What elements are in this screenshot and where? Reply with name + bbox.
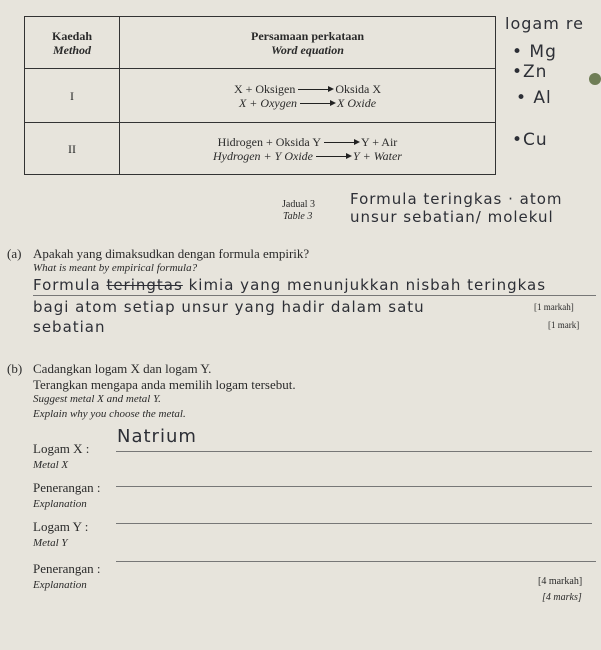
penerangan-label-2: Penerangan : [33,561,101,576]
side-note-title: logam re [505,14,584,33]
equation-table [24,16,496,175]
metal-x-label: Metal X [33,459,69,471]
row-equation-1: X + Oksigen Oksida X X + Oxygen X Oxide [120,69,496,123]
arrow-icon [316,156,350,157]
question-a-text-ms: Apakah yang dimaksudkan dengan formula empirik? [33,246,310,261]
side-note-item: •Zn [512,62,548,82]
question-b-text-ms-1: Cadangkan logam X dan logam Y. [33,361,212,376]
question-b-number: (b) [7,361,23,376]
table-caption-ms: Jadual 3 [282,199,316,210]
penerangan-label-1: Penerangan : [33,480,101,495]
caption-note-1: Formula teringkas · atom [350,190,563,208]
explanation-label-2: Explanation [33,579,87,591]
marks-a-ms: [1 markah] [534,302,574,312]
question-b-text-ms-2: Terangkan mengapa anda memilih logam tersebut. [33,377,296,392]
logam-y-label: Logam Y : [33,519,89,534]
table-caption-en: Table 3 [283,211,313,222]
marks-a-en: [1 mark] [548,320,580,330]
metal-y-label: Metal Y [33,537,68,549]
row-label-1: I [25,69,120,123]
answer-a-line-2: bagi atom setiap unsur yang hadir dalam satu [33,298,425,316]
answer-a-line-3: sebatian [33,318,106,336]
question-a-number: (a) [7,246,22,261]
explanation-label-1: Explanation [33,498,87,510]
header-method: Kaedah Method [25,17,120,69]
row-equation-2: Hidrogen + Oksida Y Y + Air Hydrogen + Y Oxide Y + Water [120,123,496,175]
answer-line [116,523,592,524]
answer-a-line-1: Formula teringtas kimia yang menunjukkan nisbah teringkas [33,276,547,294]
struck-word: teringtas [106,276,183,294]
side-note-item: •Cu [512,130,548,150]
arrow-icon [300,103,334,104]
question-a-text-en: What is meant by empirical formula? [33,262,198,274]
answer-line [33,295,596,296]
logam-x-label: Logam X : [33,441,90,456]
question-b-text-en-2: Explain why you choose the metal. [33,408,186,420]
arrow-icon [324,142,358,143]
answer-line [116,561,596,562]
header-equation: Persamaan perkataan Word equation [120,17,496,69]
marks-b-ms: [4 markah] [538,576,583,587]
margin-mark [589,73,601,85]
answer-line [116,451,592,452]
marks-b-en: [4 marks] [542,592,582,603]
row-label-2: II [25,123,120,175]
answer-line [116,486,592,487]
side-note-item: • Al [516,88,552,108]
side-note-item: • Mg [512,42,557,62]
arrow-icon [298,89,332,90]
answer-metal-x: Natrium [117,426,197,447]
caption-note-2: unsur sebatian/ molekul [350,208,554,226]
question-b-text-en-1: Suggest metal X and metal Y. [33,393,161,405]
